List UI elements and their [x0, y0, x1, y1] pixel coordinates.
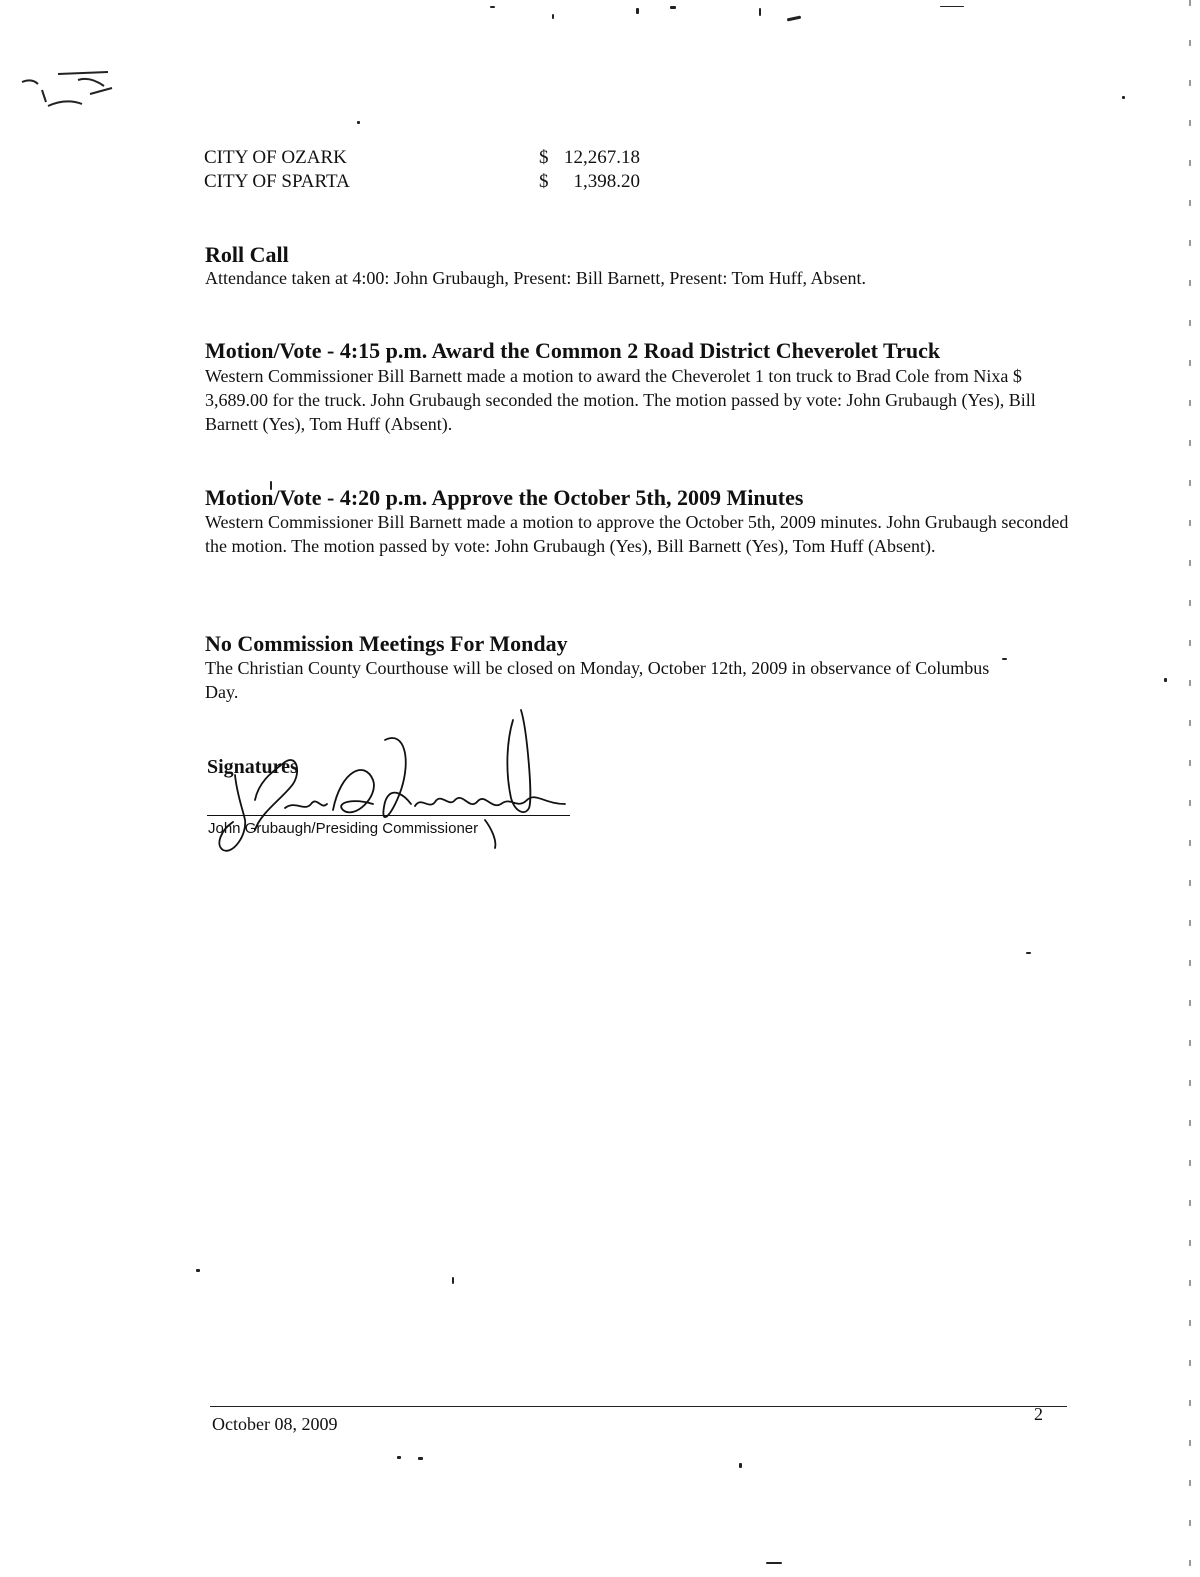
page-number: 2 — [1034, 1404, 1043, 1424]
scan-speck — [490, 6, 495, 8]
footer-date: October 08, 2009 — [212, 1414, 338, 1434]
section-heading-roll-call: Roll Call — [205, 242, 289, 267]
scan-speck — [357, 121, 360, 124]
scan-speck — [766, 1562, 782, 1564]
signature-caption: John Grubaugh/Presiding Commissioner — [208, 820, 479, 837]
section-heading-motion-minutes: Motion/Vote - 4:20 p.m. Approve the October 5th, 2009 Minutes — [205, 485, 804, 510]
fund-amount: 12,267.18 — [564, 147, 640, 168]
signatures-label: Signatures — [207, 756, 298, 778]
section-heading-no-meetings: No Commission Meetings For Monday — [205, 631, 568, 656]
fund-amount: 1,398.20 — [573, 171, 640, 192]
scan-speck — [418, 1457, 423, 1460]
scan-speck — [759, 8, 761, 16]
scan-speck — [452, 1277, 454, 1284]
scan-speck — [940, 6, 964, 7]
section-body-no-meetings: The Christian County Courthouse will be closed on Monday, October 12th, 2009 in observance of Columbus Day. — [205, 658, 990, 702]
scan-scribble-mark — [18, 68, 118, 118]
scan-speck — [1026, 952, 1031, 954]
scan-speck — [1122, 96, 1125, 99]
scan-speck — [552, 14, 554, 19]
scan-speck — [397, 1456, 401, 1459]
fund-currency: $ — [539, 147, 549, 168]
fund-row — [204, 146, 640, 170]
scan-speck — [1164, 678, 1167, 682]
fund-row — [204, 170, 640, 194]
footer-rule — [210, 1406, 1067, 1407]
scan-edge-shadow — [1189, 0, 1191, 1577]
scan-speck — [670, 6, 676, 9]
section-heading-motion-truck: Motion/Vote - 4:15 p.m. Award the Common 2 Road District Cheverolet Truck — [205, 338, 941, 363]
fund-currency: $ — [539, 171, 549, 192]
scan-speck — [739, 1463, 742, 1468]
section-body-motion-minutes: Western Commissioner Bill Barnett made a motion to approve the October 5th, 2009 minutes. John Grubaugh seconded the motion. The motion passed by vote: John Grubaugh (Yes), Bill Barnett (Yes), Tom Huff (Absent). — [205, 512, 1069, 556]
scan-speck — [636, 8, 639, 14]
fund-name: CITY OF OZARK — [204, 147, 347, 168]
scan-speck — [787, 16, 801, 22]
section-body-roll-call: Attendance taken at 4:00: John Grubaugh, Present: Bill Barnett, Present: Tom Huff, Absent. — [205, 268, 866, 288]
handwritten-signature — [215, 700, 575, 860]
fund-name: CITY OF SPARTA — [204, 171, 350, 192]
scan-speck — [196, 1269, 200, 1272]
section-body-motion-truck: Western Commissioner Bill Barnett made a motion to award the Cheverolet 1 ton truck to Brad Cole from Nixa $ 3,689.00 for the truck. John Grubaugh seconded the motion. The motion passed by vote: John Grubaugh (Yes), Bill Barnett (Yes), Tom Huff (Absent). — [205, 366, 1036, 434]
